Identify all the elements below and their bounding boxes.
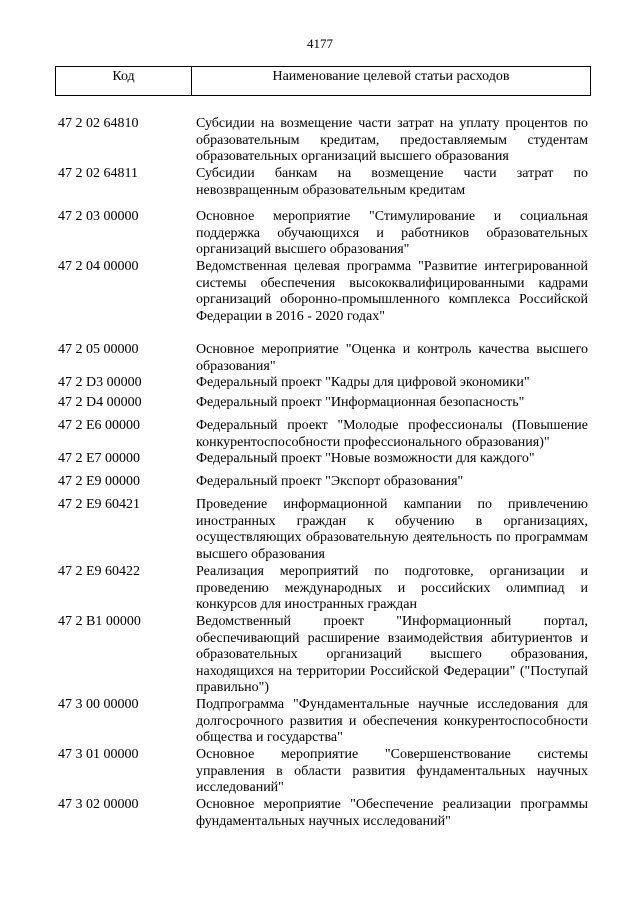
row-name: Ведомственная целевая программа "Развитие интегрированной системы обеспечения высококвалифицированными кадрами организаций оборонно-промышленного комплекса Российской Федерации в 2016 - 2020 годах" — [196, 259, 588, 324]
row-name: Подпрограмма "Фундаментальные научные исследования для долгосрочного развития и обеспечения конкурентоспособности общества и государства" — [196, 697, 588, 745]
row-code: 47 2 D3 00000 — [58, 375, 142, 390]
row-name: Ведомственный проект "Информационный портал, обеспечивающий расширение взаимодействия абитуриентов и образовательных организаций высшего образования, находящихся на территории Российской Федерации" ("Поступай правильно") — [196, 614, 588, 695]
row-code: 47 2 D4 00000 — [58, 395, 142, 410]
row-code: 47 2 03 00000 — [58, 209, 139, 224]
page-number: 4177 — [307, 36, 333, 51]
row-code: 47 2 02 64810 — [58, 116, 139, 131]
row-name: Основное мероприятие "Обеспечение реализации программы фундаментальных научных исследований" — [196, 797, 588, 829]
row-code: 47 2 E7 00000 — [58, 451, 141, 466]
row-name: Основное мероприятие "Совершенствование системы управления в области развития фундаментальных научных исследований" — [196, 747, 588, 795]
row-code: 47 2 04 00000 — [58, 259, 139, 274]
row-code: 47 2 B1 00000 — [58, 614, 141, 629]
row-code: 47 3 00 00000 — [58, 697, 139, 712]
row-code: 47 2 E6 00000 — [58, 418, 141, 433]
row-name: Федеральный проект "Информационная безопасность" — [196, 395, 525, 410]
header-code: Код — [56, 67, 192, 95]
row-name: Федеральный проект "Новые возможности для каждого" — [196, 451, 535, 466]
row-name: Федеральный проект "Кадры для цифровой экономики" — [196, 375, 530, 390]
row-code: 47 2 E9 00000 — [58, 474, 141, 489]
row-name: Проведение информационной кампании по привлечению иностранных граждан к обучению в организациях, осуществляющих образовательную деятельность по программам высшего образования — [196, 497, 588, 562]
row-name: Реализация мероприятий по подготовке, организации и проведению международных и российских олимпиад и конкурсов для иностранных граждан — [196, 564, 588, 612]
row-code: 47 2 02 64811 — [58, 166, 138, 181]
row-name: Субсидии на возмещение части затрат на уплату процентов по образовательным кредитам, предоставляемым студентам образовательных организаций высшего образования — [196, 116, 588, 164]
row-code: 47 3 02 00000 — [58, 797, 139, 812]
row-code: 47 2 E9 60421 — [58, 497, 141, 512]
row-name: Субсидии банкам на возмещение части затрат по невозвращенным образовательным кредитам — [196, 166, 588, 198]
row-code: 47 2 E9 60422 — [58, 564, 141, 579]
row-name: Федеральный проект "Экспорт образования" — [196, 474, 464, 489]
row-code: 47 3 01 00000 — [58, 747, 139, 762]
row-name: Основное мероприятие "Оценка и контроль качества высшего образования" — [196, 342, 588, 374]
row-code: 47 2 05 00000 — [58, 342, 139, 357]
header-name: Наименование целевой статьи расходов — [272, 69, 510, 84]
row-name: Основное мероприятие "Стимулирование и социальная поддержка обучающихся и работников образовательных организаций высшего образования" — [196, 209, 588, 257]
row-name: Федеральный проект "Молодые профессионалы (Повышение конкурентоспособности профессионального образования)" — [196, 418, 588, 450]
